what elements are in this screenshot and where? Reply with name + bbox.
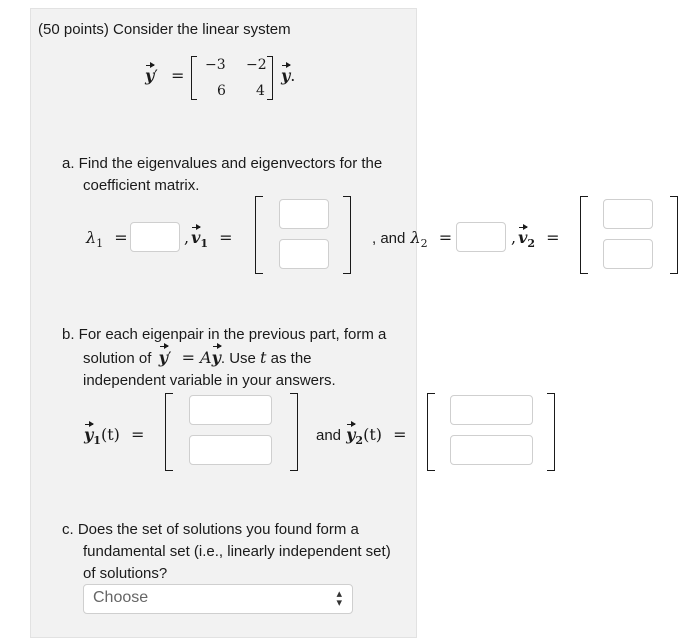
lambda2-input[interactable] xyxy=(456,222,506,252)
y1-component-2-input[interactable] xyxy=(189,435,272,465)
part-b-text-line1: b. For each eigenpair in the previous part, form a xyxy=(62,326,387,343)
part-b-text-line3: independent variable in your answers. xyxy=(83,372,336,389)
y2-left-bracket xyxy=(427,393,435,471)
question-header: (50 points) Consider the linear system xyxy=(38,21,291,38)
part-c-text-line3: of solutions? xyxy=(83,565,168,582)
matrix-a11: −3 xyxy=(205,57,226,73)
part-a-text-line2: coefficient matrix. xyxy=(83,177,200,194)
matrix-left-bracket xyxy=(191,56,197,100)
part-c-text-line2: fundamental set (i.e., linearly independent set) xyxy=(83,543,391,560)
v1-component-2-input[interactable] xyxy=(279,239,329,269)
v1-component-1-input[interactable] xyxy=(279,199,329,229)
matrix-a12: −2 xyxy=(246,57,267,73)
fundamental-set-select[interactable] xyxy=(83,584,353,614)
y2-label: and $y_2(t)$ = xyxy=(316,425,407,448)
lambda1-label: $\lambda_1$ = xyxy=(86,228,128,251)
v1-right-bracket xyxy=(343,196,351,274)
v2-label: , $v_2$ = xyxy=(511,228,560,251)
v2-left-bracket xyxy=(580,196,588,274)
y1-component-1-input[interactable] xyxy=(189,395,272,425)
updown-chevron-icon: ▴ ▾ xyxy=(336,588,342,609)
y2-component-2-input[interactable] xyxy=(450,435,533,465)
part-c-text-line1: c. Does the set of solutions you found form a xyxy=(62,521,359,538)
select-value: Choose xyxy=(93,589,149,606)
matrix-a21: 6 xyxy=(217,83,226,99)
y2-right-bracket xyxy=(547,393,555,471)
v1-left-bracket xyxy=(255,196,263,274)
matrix-a22: 4 xyxy=(256,83,265,99)
v1-label: , $v_1$ = xyxy=(184,228,233,251)
y1-right-bracket xyxy=(290,393,298,471)
part-b-text-line2: solution of y′ = Ay. Use t as the xyxy=(83,348,312,367)
y1-label: $y_1(t)$ = xyxy=(84,425,145,448)
lambda2-label: , and $\lambda_2$ = xyxy=(372,228,453,251)
lambda1-input[interactable] xyxy=(130,222,180,252)
v2-right-bracket xyxy=(670,196,678,274)
v2-component-1-input[interactable] xyxy=(603,199,653,229)
system-rhs: y. xyxy=(281,66,296,85)
system-lhs: y′ = xyxy=(145,66,185,85)
part-a-text-line1: a. Find the eigenvalues and eigenvectors for the xyxy=(62,155,383,172)
matrix-right-bracket xyxy=(267,56,273,100)
y1-left-bracket xyxy=(165,393,173,471)
v2-component-2-input[interactable] xyxy=(603,239,653,269)
y2-component-1-input[interactable] xyxy=(450,395,533,425)
